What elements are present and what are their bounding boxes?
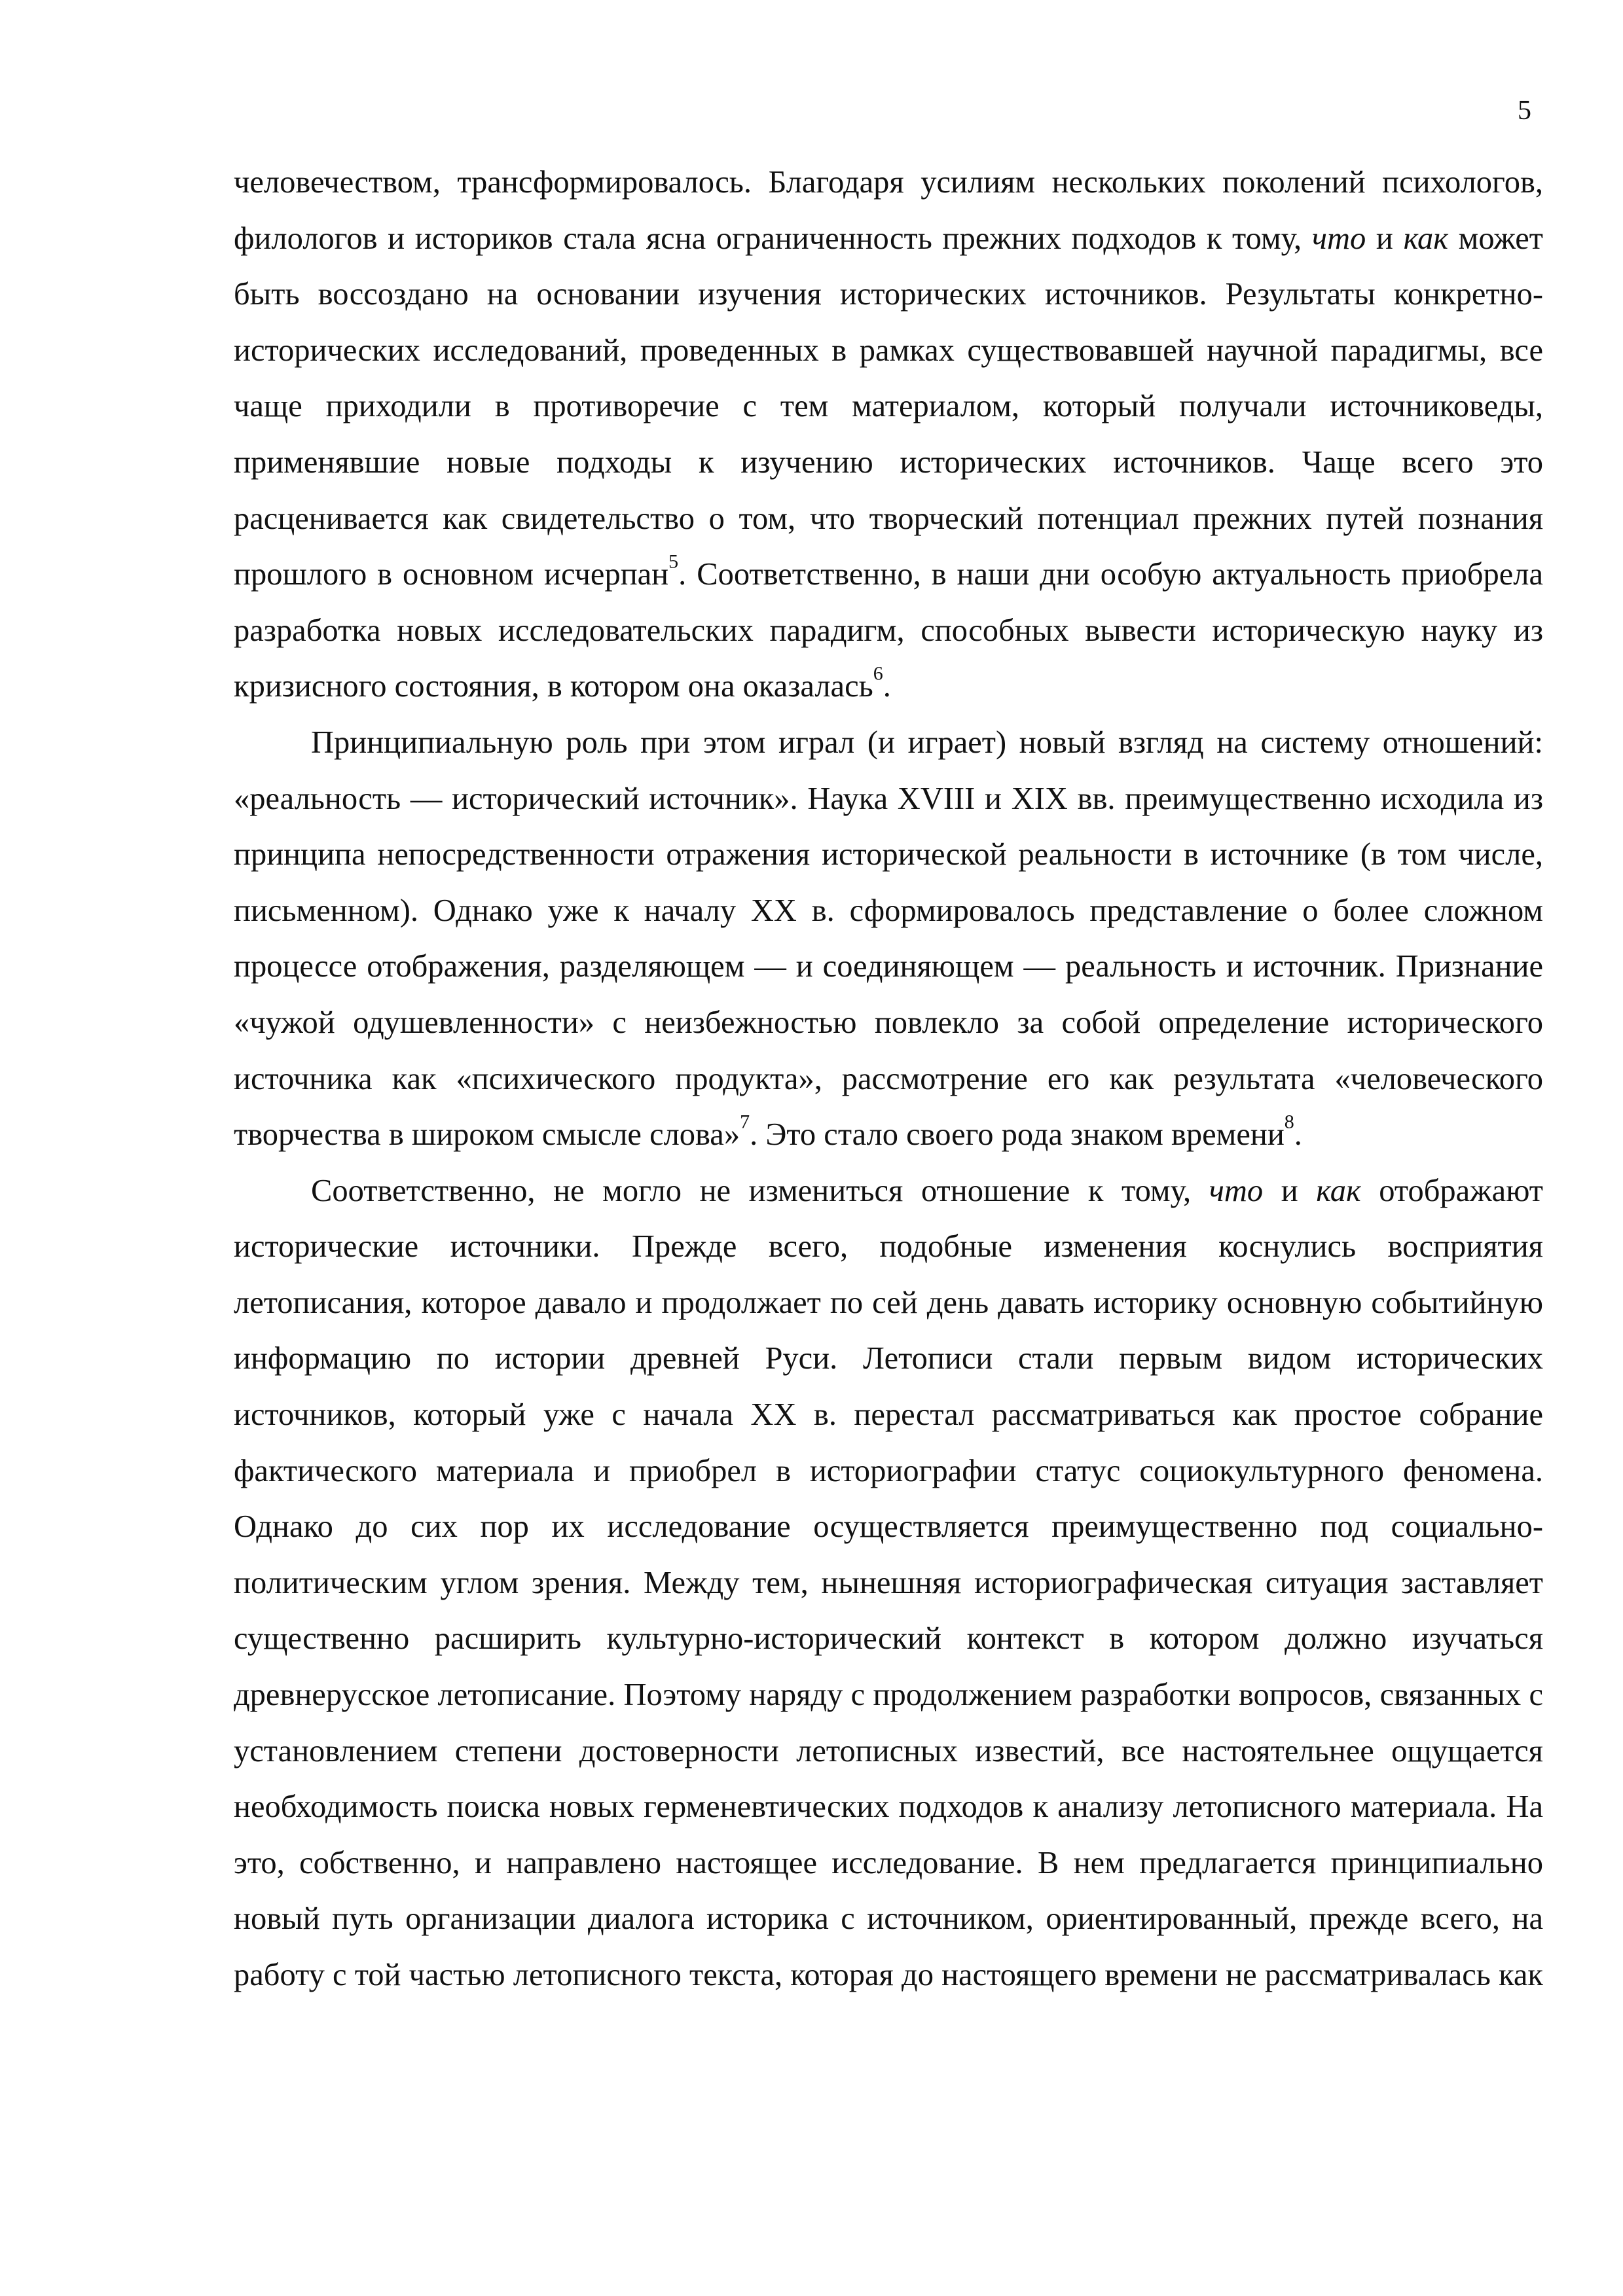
paragraph-3-text-a: Соответственно, не могло не измениться отношение к тому, xyxy=(311,1173,1209,1208)
paragraph-2 xyxy=(234,715,1543,1163)
body-text xyxy=(234,154,1543,2003)
paragraph-1-text-d: . Соответственно, в наши дни особую актуальность приобрела разработка новых исследовательских парадигм, способных вывести историческую науку из кризисного состояния, в котором она оказалась xyxy=(234,557,1543,704)
footnote-ref-5: 5 xyxy=(668,550,679,573)
paragraph-1-text-b: и xyxy=(1366,221,1404,256)
emphasis-chto-2: что xyxy=(1209,1173,1264,1208)
emphasis-kak: как xyxy=(1403,221,1448,256)
footnote-ref-6: 6 xyxy=(873,662,883,685)
paragraph-1-text-e: . xyxy=(883,669,891,704)
paragraph-3 xyxy=(234,1163,1543,2003)
emphasis-kak-2: как xyxy=(1316,1173,1361,1208)
paragraph-3-text-c: отображают исторические источники. Прежде всего, подобные изменения коснулись восприятия летописания, которое давало и продолжает по сей день давать историку основную событийную информацию по истории древней Руси. Летописи стали первым видом исторических источников, который уже с начала XX в. перестал рассматриваться как простое собрание фактического материала и приобрел в историографии статус социокультурного феномена. Однако до сих пор их исследование осуществляется преимущественно под социально-политическим углом зрения. Между тем, нынешняя историографическая ситуация заставляет существенно расширить культурно-исторический контекст в котором должно изучаться древнерусское летописание. Поэтому наряду с продолжением разработки вопросов, связанных с установлением степени достоверности летописных известий, все настоятельнее ощущается необходимость поиска новых герменевтических подходов к анализу летописного материала. На это, собственно, и направлено настоящее исследование. В нем предлагается принципиально новый путь организации диалога историка с источником, ориентированный, прежде всего, на работу с той частью летописного текста, которая до настоящего времени не рассматривалась как xyxy=(234,1173,1543,1992)
paragraph-2-text-b: . Это стало своего рода знаком времени xyxy=(750,1117,1285,1153)
paragraph-3-text-b: и xyxy=(1263,1173,1317,1208)
paragraph-1-text-a: человечеством, трансформировалось. Благодаря усилиям нескольких поколений психологов, филологов и историков стала ясна ограниченность прежних подходов к тому, xyxy=(234,165,1543,256)
emphasis-chto: что xyxy=(1311,221,1366,256)
paragraph-2-text-a: Принципиальную роль при этом играл (и играет) новый взгляд на систему отношений: «реальность — исторический источник». Наука XVIII и XIX вв. преимущественно исходила из принципа непосредственности отражения исторической реальности в источнике (в том числе, письменном). Однако уже к началу XX в. сформировалось представление о более сложном процессе отображения, разделяющем — и соединяющем — реальность и источник. Признание «чужой одушевленности» с неизбежностью повлекло за собой определение исторического источника как «психического продукта», рассмотрение его как результата «человеческого творчества в широком смысле слова» xyxy=(234,725,1543,1153)
footnote-ref-7: 7 xyxy=(740,1111,750,1133)
paragraph-1-text-c: может быть воссоздано на основании изучения исторических источников. Результаты конкретно-исторических исследований, проведенных в рамках существовавшей научной парадигмы, все чаще приходили в противоречие с тем материалом, который получали источниковеды, применявшие новые подходы к изучению исторических источников. Чаще всего это расценивается как свидетельство о том, что творческий потенциал прежних путей познания прошлого в основном исчерпан xyxy=(234,221,1543,592)
page-number: 5 xyxy=(1518,96,1531,126)
footnote-ref-8: 8 xyxy=(1284,1111,1294,1133)
paragraph-1 xyxy=(234,154,1543,715)
paragraph-2-text-c: . xyxy=(1294,1117,1302,1153)
